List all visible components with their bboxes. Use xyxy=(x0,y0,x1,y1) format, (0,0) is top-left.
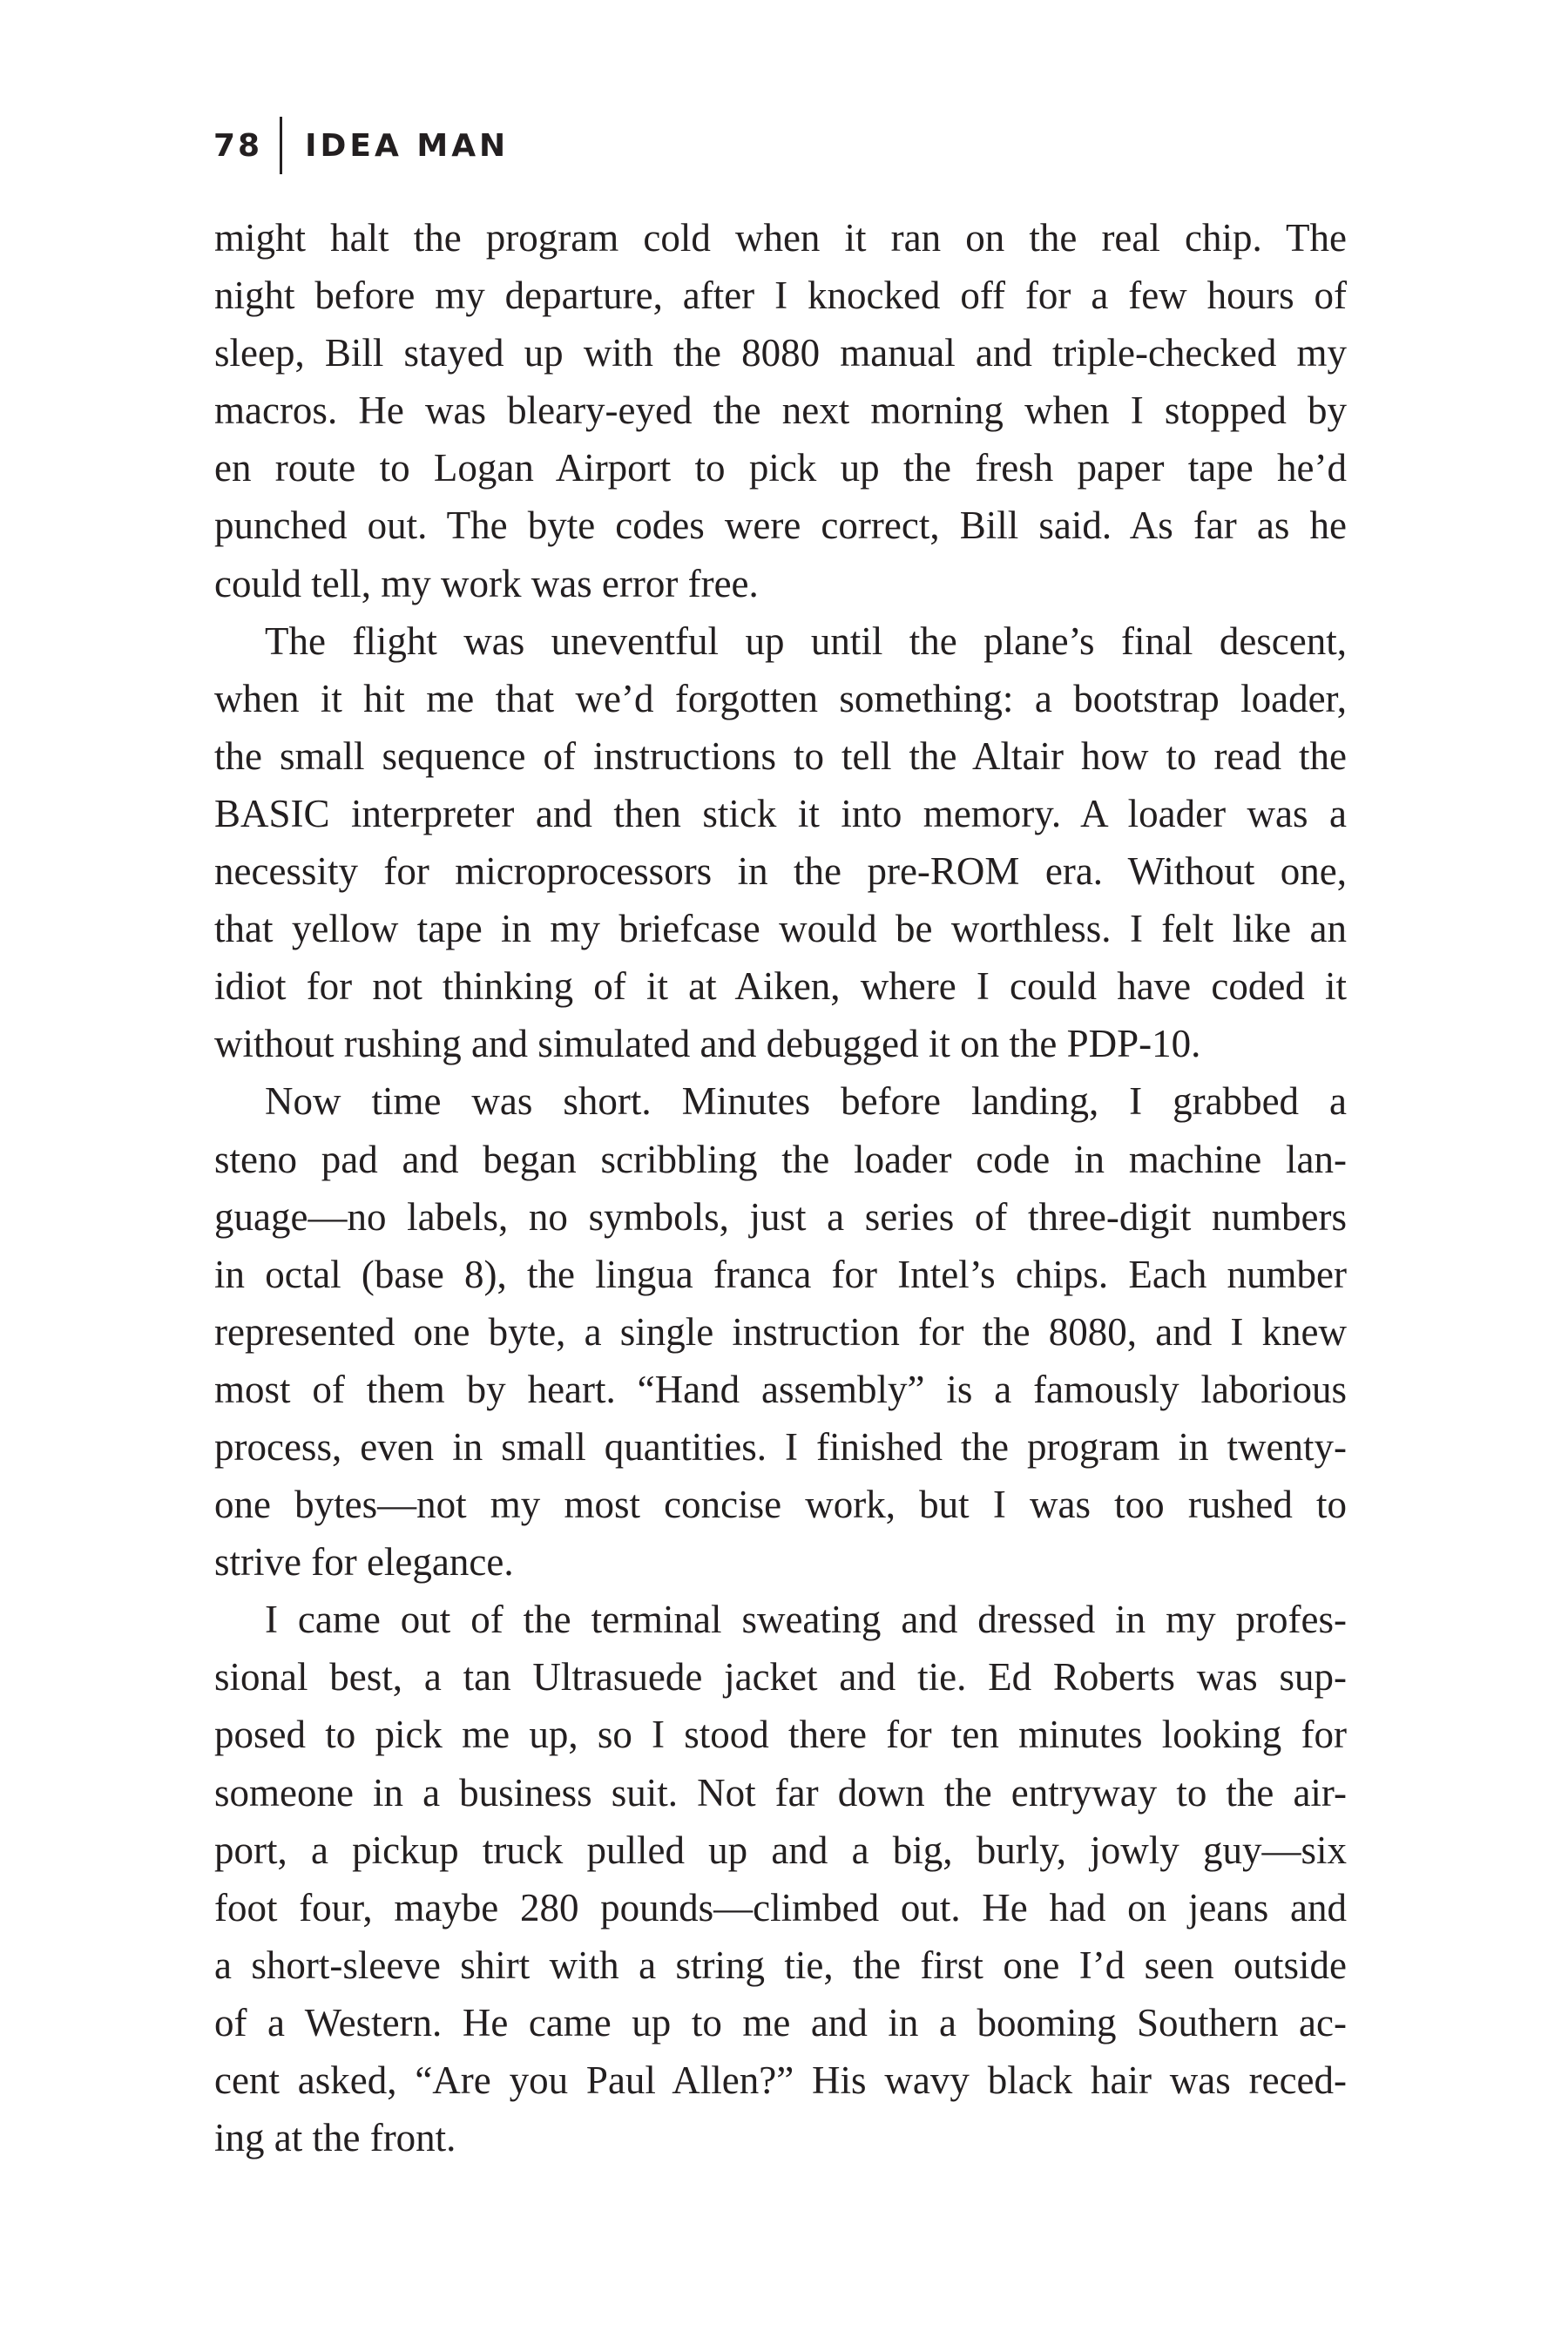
text-line: sional best, a tan Ultrasuede jacket and tie. Ed Roberts was sup- xyxy=(214,1655,1347,1700)
page-number: 78 xyxy=(213,127,263,164)
text-line: steno pad and began scribbling the loader code in machine lan- xyxy=(214,1137,1347,1181)
text-line: a short-sleeve shirt with a string tie, the first one I’d seen outside xyxy=(214,1943,1347,1987)
text-line: guage—no labels, no symbols, just a series of three-digit numbers xyxy=(214,1194,1347,1239)
text-line: port, a pickup truck pulled up and a big, burly, jowly guy—six xyxy=(214,1828,1347,1872)
text-line: might halt the program cold when it ran on the real chip. The xyxy=(214,216,1347,260)
text-line: most of them by heart. “Hand assembly” is a famously laborious xyxy=(214,1367,1347,1411)
text-line: without rushing and simulated and debugged it on the PDP-10. xyxy=(214,1022,1201,1066)
text-line: strive for elegance. xyxy=(214,1540,514,1585)
text-line: someone in a business suit. Not far down the entryway to the air- xyxy=(214,1770,1347,1815)
text-line: the small sequence of instructions to tell the Altair how to read the xyxy=(214,733,1347,778)
text-line: en route to Logan Airport to pick up the fresh paper tape he’d xyxy=(214,446,1347,490)
text-line: one bytes—not my most concise work, but I was too rushed to xyxy=(214,1483,1347,1527)
text-line: cent asked, “Are you Paul Allen?” His wavy black hair was reced- xyxy=(214,2058,1347,2102)
text-line: idiot for not thinking of it at Aiken, where I could have coded it xyxy=(214,964,1347,1009)
text-line: represented one byte, a single instruction for the 8080, and I knew xyxy=(214,1309,1347,1354)
body-text xyxy=(214,209,1347,2166)
text-line: I came out of the terminal sweating and dressed in my profes- xyxy=(265,1598,1347,1642)
text-line: BASIC interpreter and then stick it into memory. A loader was a xyxy=(214,791,1347,835)
text-line: night before my departure, after I knocked off for a few hours of xyxy=(214,274,1347,318)
text-line: macros. He was bleary-eyed the next morning when I stopped by xyxy=(214,389,1347,433)
text-line: process, even in small quantities. I finished the program in twenty- xyxy=(214,1424,1347,1469)
running-head-divider xyxy=(280,117,282,174)
text-line: The flight was uneventful up until the plane’s final descent, xyxy=(265,618,1347,663)
text-line: of a Western. He came up to me and in a booming Southern ac- xyxy=(214,2000,1347,2044)
text-line: sleep, Bill stayed up with the 8080 manual and triple-checked my xyxy=(214,331,1347,375)
text-line: when it hit me that we’d forgotten something: a bootstrap loader, xyxy=(214,676,1347,720)
text-line: punched out. The byte codes were correct, Bill said. As far as he xyxy=(214,504,1347,548)
text-line: foot four, maybe 280 pounds—climbed out. He had on jeans and xyxy=(214,1885,1347,1930)
text-line: posed to pick me up, so I stood there for ten minutes looking for xyxy=(214,1713,1347,1757)
book-title: IDEA MAN xyxy=(305,127,510,164)
text-line: necessity for microprocessors in the pre-ROM era. Without one, xyxy=(214,849,1347,894)
running-head xyxy=(213,115,509,176)
text-line: that yellow tape in my briefcase would be worthless. I felt like an xyxy=(214,907,1347,951)
text-line: in octal (base 8), the lingua franca for Intel’s chips. Each number xyxy=(214,1252,1347,1296)
text-line: ing at the front. xyxy=(214,2116,456,2160)
text-line: could tell, my work was error free. xyxy=(214,561,759,605)
text-line: Now time was short. Minutes before landing, I grabbed a xyxy=(265,1079,1347,1124)
